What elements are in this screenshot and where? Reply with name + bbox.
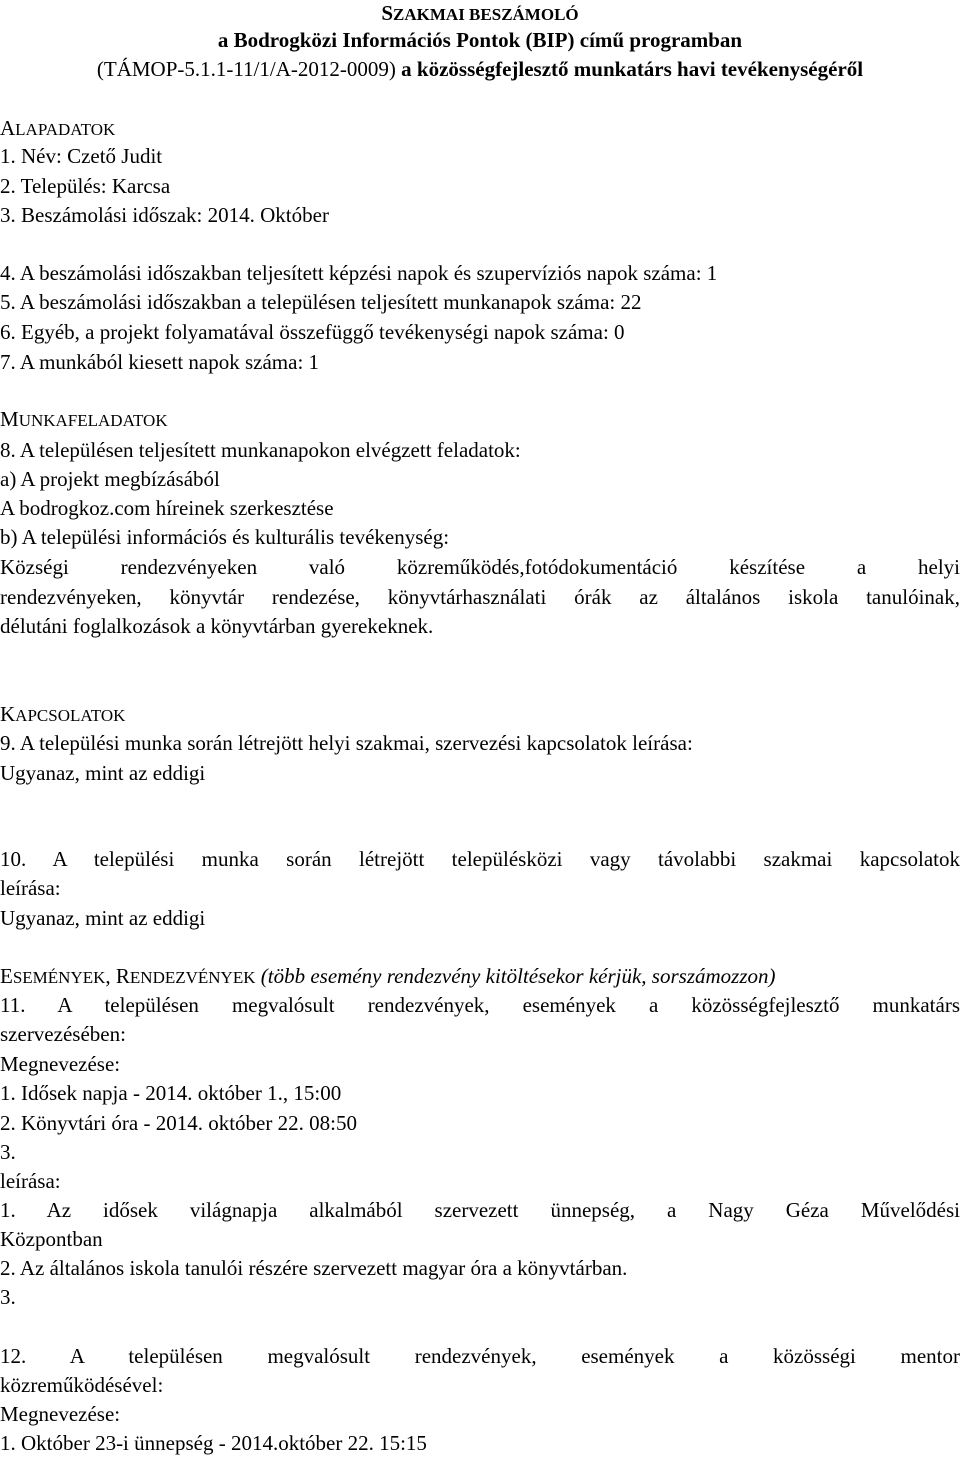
section-heading-munkafeladatok bbox=[0, 406, 960, 434]
event-description-cont: Központban bbox=[0, 1227, 103, 1251]
question-11-cont: szervezésében: bbox=[0, 1022, 126, 1046]
document-title bbox=[0, 0, 960, 28]
answer-9: Ugyanaz, mint az eddigi bbox=[0, 761, 206, 785]
question-10: 10. A települési munka során létrejött településközi vagy távolabbi szakmai kapcsolatok bbox=[0, 847, 960, 871]
field-settlement: 2. Település: Karcsa bbox=[0, 174, 171, 198]
title-initial: S bbox=[381, 1, 394, 25]
event-name: 1. Október 23-i ünnepség - 2014.október 22. 15:15 bbox=[0, 1431, 427, 1455]
task-b-text-line: rendezvényeken, könyvtár rendezése, könyvtárhasználati órák az általános iskola tanulóinak, bbox=[0, 585, 960, 609]
event-description: 2. Az általános iskola tanulói részére szervezett magyar óra a könyvtárban. bbox=[0, 1256, 628, 1280]
heading-rest: LAPADATOK bbox=[15, 120, 116, 139]
task-a-text: A bodrogkoz.com híreinek szerkesztése bbox=[0, 496, 334, 520]
task-b-text-line: Községi rendezvényeken való közreműködés,fotódokumentáció készítése a helyi bbox=[0, 555, 960, 579]
megnevezes-label: Megnevezése: bbox=[0, 1052, 121, 1076]
field-work-days: 5. A beszámolási időszakban a településen teljesített munkanapok száma: 22 bbox=[0, 290, 642, 314]
heading-note: (több esemény rendezvény kitöltésekor kérjük, sorszámozzon) bbox=[255, 964, 776, 988]
question-12-cont: közreműködésével: bbox=[0, 1373, 164, 1397]
field-name: 1. Név: Czető Judit bbox=[0, 144, 163, 168]
heading-initial: K bbox=[0, 702, 16, 726]
heading-initial: E bbox=[0, 964, 13, 988]
question-10-cont: leírása: bbox=[0, 876, 61, 900]
field-other-days: 6. Egyéb, a projekt folyamatával összefüggő tevékenységi napok száma: 0 bbox=[0, 320, 625, 344]
megnevezes-label: Megnevezése: bbox=[0, 1402, 121, 1426]
heading-rest: SEMÉNYEK bbox=[12, 968, 106, 987]
section-heading-esemenyek bbox=[0, 963, 960, 991]
event-name: 1. Idősek napja - 2014. október 1., 15:00 bbox=[0, 1081, 342, 1105]
answer-10: Ugyanaz, mint az eddigi bbox=[0, 906, 206, 930]
event-name: 3. bbox=[0, 1140, 16, 1164]
project-code: (TÁMOP-5.1.1-11/1/A-2012-0009) bbox=[96, 57, 402, 81]
event-name: 2. Könyvtári óra - 2014. október 22. 08:50 bbox=[0, 1111, 357, 1135]
heading-initial: A bbox=[0, 116, 16, 140]
heading-rest: APCSOLATOK bbox=[15, 706, 126, 725]
subtitle-bold: a közösségfejlesztő munkatárs havi tevékenységéről bbox=[401, 57, 864, 81]
field-missed-days: 7. A munkából kiesett napok száma: 1 bbox=[0, 350, 320, 374]
question-11: 11. A településen megvalósult rendezvények, események a közösségfejlesztő munkatárs bbox=[0, 993, 960, 1017]
question-8: 8. A településen teljesített munkanapokon elvégzett feladatok: bbox=[0, 438, 521, 462]
heading-rest: ENDEZVÉNYEK bbox=[129, 968, 256, 987]
field-period: 3. Beszámolási időszak: 2014. Október bbox=[0, 203, 329, 227]
document-subtitle-2 bbox=[0, 56, 960, 82]
heading-initial: R bbox=[115, 964, 130, 988]
section-heading-kapcsolatok bbox=[0, 701, 960, 729]
event-description: 1. Az idősek világnapja alkalmából szervezett ünnepség, a Nagy Géza Művelődési bbox=[0, 1198, 960, 1222]
question-9: 9. A települési munka során létrejött helyi szakmai, szervezési kapcsolatok leírása: bbox=[0, 731, 693, 755]
title-rest: ZAKMAI BESZÁMOLÓ bbox=[393, 5, 579, 24]
field-training-days: 4. A beszámolási időszakban teljesített képzési napok és szupervíziós napok száma: 1 bbox=[0, 261, 718, 285]
heading-rest: UNKAFELADATOK bbox=[18, 411, 168, 430]
task-b-label: b) A települési információs és kulturális tevékenység: bbox=[0, 525, 450, 549]
event-description: 3. bbox=[0, 1285, 16, 1309]
section-heading-alapadatok bbox=[0, 115, 960, 143]
task-b-text-line: délutáni foglalkozások a könyvtárban gyerekeknek. bbox=[0, 614, 434, 638]
heading-separator: , bbox=[105, 964, 116, 988]
leiras-label: leírása: bbox=[0, 1169, 61, 1193]
heading-initial: M bbox=[0, 407, 19, 431]
question-12: 12. A településen megvalósult rendezvények, események a közösségi mentor bbox=[0, 1344, 960, 1368]
task-a-label: a) A projekt megbízásából bbox=[0, 467, 220, 491]
document-subtitle: a Bodrogközi Információs Pontok (BIP) című programban bbox=[217, 28, 743, 52]
